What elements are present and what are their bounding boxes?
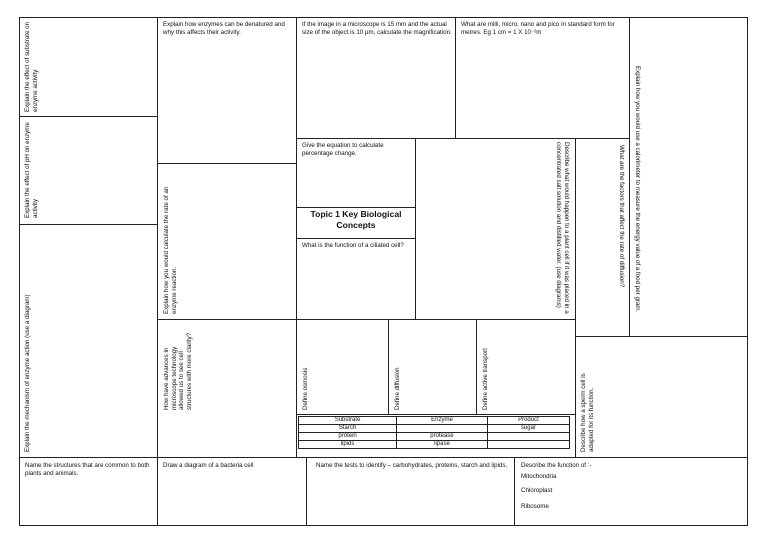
- cell-denatured: [157, 17, 297, 164]
- text-describe-function: Describe the function of :-: [521, 462, 592, 469]
- text-rate-calc: Explain how you would calculate the rate of an enzyme reaction.: [163, 186, 178, 314]
- text-mitochondria: Mitochondria: [521, 473, 557, 480]
- text-standard-form: What are milli, micro, nano and pico in standard form for metres. Eg 1 cm = 1 X 10⁻²m: [461, 21, 615, 36]
- table-cell: lipase: [397, 441, 488, 449]
- text-ciliated: What is the function of a ciliated cell?: [302, 242, 404, 249]
- table-row: [299, 425, 570, 433]
- text-percentage-change: Give the equation to calculate percentage change.: [302, 142, 384, 157]
- cell-sperm: [575, 336, 748, 458]
- text-sperm-cell: Describe how a sperm cell is adapted for its function.: [580, 373, 595, 452]
- text-diffusion: Define diffusion: [394, 367, 401, 410]
- cell-active-transport: [476, 319, 576, 415]
- text-calorimeter: Explain how you would use a calorimeter to measure the energy value of a food per gram.: [634, 66, 641, 313]
- table-cell: protein: [299, 433, 397, 441]
- cell-substrate-effect: [19, 17, 158, 117]
- text-substrate-effect: Explain the effect of substrate on enzyme activity: [24, 21, 39, 112]
- cell-osmosis: [296, 319, 389, 415]
- text-bacteria: Draw a diagram of a bacteria cell: [163, 462, 254, 469]
- table-header: Enzyme: [397, 417, 488, 425]
- text-structures-common: Name the structures that are common to both plants and animals.: [25, 462, 150, 477]
- cell-ph-effect: [19, 116, 158, 225]
- text-magnification: If the image in a microscope is 15 mm and the actual size of the object is 10 µm, calculate the magnification.: [302, 21, 452, 36]
- enzyme-table: [298, 416, 570, 449]
- cell-calorimeter: [629, 17, 748, 337]
- text-plant-cell: Describe what would happen to a plant cell if it was placed in a concentrated salt solution and distilled water. (use diagrams): [555, 142, 570, 314]
- table-row: [299, 417, 570, 425]
- table-header: Product: [487, 417, 569, 425]
- table-cell: Starch: [299, 425, 397, 433]
- text-ribosome: Ribosome: [521, 503, 549, 510]
- text-osmosis: Define osmosis: [302, 367, 309, 410]
- table-row: [299, 441, 570, 449]
- text-denatured: Explain how enzymes can be denatured and why this affects their activity.: [163, 21, 285, 36]
- table-cell: [397, 425, 488, 433]
- table-row: [299, 433, 570, 441]
- cell-mechanism: [19, 224, 158, 458]
- table-cell: [487, 433, 569, 441]
- table-cell: [487, 441, 569, 449]
- table-cell: lipids: [299, 441, 397, 449]
- text-tests: Name the tests to identify – carbohydrates, proteins, starch and lipids.: [316, 462, 508, 469]
- table-header: Substrate: [299, 417, 397, 425]
- table-cell: protease: [397, 433, 488, 441]
- cell-ciliated: [296, 238, 416, 320]
- text-mechanism: Explain the mechanism of enzyme action (use a diagram): [24, 294, 31, 452]
- cell-blank-middle: [415, 138, 576, 320]
- page-title: Topic 1 Key Biological Concepts: [310, 209, 402, 230]
- text-chloroplast: Chloroplast: [521, 487, 553, 494]
- text-active-transport: Define active transport: [482, 348, 489, 410]
- text-diffusion-factors: What are the factors that affect the rate of diffusion?: [618, 145, 625, 288]
- table-cell: sugar: [487, 425, 569, 433]
- text-ph-effect: Explain the effect of pH on enzyme activity: [24, 122, 39, 218]
- text-microscope-advances: How have advances in microscope technology allowed us to see cell structures with more clarity?: [163, 332, 193, 410]
